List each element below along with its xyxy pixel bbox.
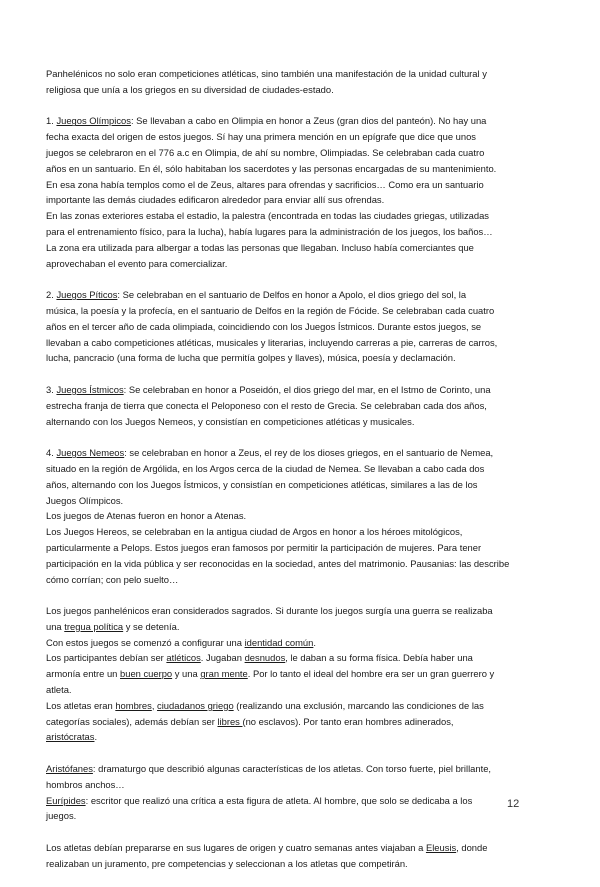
text-line: Los Juegos Hereos, se celebraban en la antigua ciudad de Argos en honor a los héroes mitológicos, [46,526,463,538]
intro-paragraph [46,66,558,98]
text-line: años, alternando con los Juegos Ístmicos, y consistían en competiciones atléticas, similares a las de los [46,478,478,490]
olimpicos-heading: Juegos Olímpicos [56,115,131,127]
text-line: lucha, pancracio (una forma de lucha que permitía golpes y llaves), música, poesía y declamación. [46,352,456,364]
text-line: hombros anchos… [46,778,125,790]
text-line: aprovechaban el evento para comercializar. [46,257,228,269]
text-line: Los atletas eran hombres, ciudadanos griego (realizando una exclusión, marcando las condiciones de las [46,699,484,711]
nemeos-heading: Juegos Nemeos [56,447,125,459]
text-line: armonía entre un buen cuerpo y una gran mente. Por lo tanto el ideal del hombre era ser un gran guerrero y [46,668,495,680]
text-line: religiosa que unía a los griegos en su diversidad de ciudades-estado. [46,83,334,95]
text-line: juegos. [46,810,77,822]
term-buen-cuerpo: buen cuerpo [120,668,173,680]
text-line: música, la poesía y la profecía, en el santuario de Delfos en la región de Fócide. Se celebraban cada cuatro [46,304,495,316]
text-line: En las zonas exteriores estaba el estadio, la palestra (encontrada en todas las ciudades griegas, utilizadas [46,210,489,222]
text-line: 3. Juegos Ístmicos: Se celebraban en honor a Poseidón, el dios griego del mar, en el Istmo de Corinto, una [46,383,491,395]
text-line: fecha exacta del origen de estos juegos. Sí hay una primera mención en un epígrafe que dice que unos [46,131,476,143]
piticos-heading: Juegos Píticos [56,289,118,301]
term-atleticos: atléticos [166,652,201,664]
piticos-paragraph [46,287,558,366]
term-libres: libres [217,715,243,727]
term-aristofanes: Aristófanes [46,763,93,775]
text-line: Los atletas debían prepararse en sus lugares de origen y cuatro semanas antes viajaban a Eleusis, donde [46,842,488,854]
text-line: 4. Juegos Nemeos: se celebraban en honor a Zeus, el rey de los dioses griegos, en el santuario de Nemea, [46,447,494,459]
text-line: Juegos Olímpicos. [46,494,124,506]
text-line: Con estos juegos se comenzó a configurar una identidad común. [46,636,316,648]
term-hombres: hombres [115,699,152,711]
text-line: una tregua política y se detenía. [46,620,180,632]
olimpicos-paragraph [46,113,558,271]
text-line: años en el tercer año de cada olimpiada, coincidiendo con los Juegos Ístmicos. Durante estos juegos, se [46,320,482,332]
term-aristocratas: aristócratas [46,731,95,743]
text-line: juegos se celebraron en el 776 a.c en Olimpia, de ahí su nombre, Olimpiadas. Se celebraban cada cuatro [46,146,485,158]
text-line: categorías sociales), además debían ser libres (no esclavos). Por tanto eran hombres adinerados, [46,715,454,727]
text-line: situado en la región de Argólida, en los Argos cerca de la ciudad de Nemea. Se llevaban a cabo cada dos [46,462,485,474]
text-line: cómo corrían; con pelo suelto… [46,573,179,585]
text-line: Los participantes debían ser atléticos. Jugaban desnudos, le daban a su forma física. Debía haber una [46,652,473,664]
text-line: 2. Juegos Píticos: Se celebraban en el santuario de Delfos en honor a Apolo, el dios griego del sol, la [46,289,467,301]
text-line: Los juegos panhelénicos eran considerados sagrados. Si durante los juegos surgía una guerra se realizaba [46,605,493,617]
sagrados-paragraph [46,603,558,745]
text-line: Aristófanes: dramaturgo que describió algunas características de los atletas. Con torso fuerte, piel brillante, [46,763,492,775]
text-line: participación en la vida pública y ser reconocidas en la sociedad, antes del matrimonio. Pausanias: las describe [46,557,510,569]
text-line: para el entrenamiento físico, para la lucha), había lugares para la administración de los juegos, los baños… [46,225,493,237]
istmicos-paragraph [46,382,558,429]
istmicos-heading: Juegos Ístmicos [56,383,124,395]
text-line: particularmente a Pelops. Estos juegos eran famosos por permitir la participación de mujeres. Para tener [46,541,482,553]
nemeos-paragraph [46,445,558,587]
text-line: Panhelénicos no solo eran competiciones atléticas, sino también una manifestación de la unidad cultural y [46,68,487,79]
term-desnudos: desnudos [244,652,286,664]
final-paragraph [46,840,558,872]
term-tregua-politica: tregua política [64,620,124,632]
text-line: llevaban a cabo competiciones atléticas, musicales y literarias, incluyendo carreras a pie, carreras de carros, [46,336,498,348]
text-line: importante las demás ciudades edificaron alrededor para enviar allí sus ofrendas. [46,194,385,206]
term-gran-mente: gran mente [200,668,248,680]
text-line: 1. Juegos Olímpicos: Se llevaban a cabo en Olimpia en honor a Zeus (gran dios del panteón). No hay una [46,115,487,127]
text-line: La zona era utilizada para albergar a todas las personas que llegaban. Incluso había comerciantes que [46,241,474,253]
text-line: En esa zona había templos como el de Zeus, altares para ofrendas y sacrificios… Como era un santuario [46,178,484,190]
term-ciudadanos-griego: ciudadanos griego [157,699,234,711]
text-line: estrecha franja de tierra que conecta el Peloponeso con el resto de Grecia. Se celebraban cada dos años, [46,399,487,411]
text-line: Los juegos de Atenas fueron en honor a Atenas. [46,510,247,522]
text-line: Eurípides: escritor que realizó una crítica a esta figura de atleta. Al hombre, que solo se dedicaba a los [46,794,473,806]
text-line: aristócratas. [46,731,98,743]
term-eleusis: Eleusis [425,842,457,854]
page-number: 12 [507,798,520,810]
term-identidad-comun: identidad común [244,636,314,648]
term-euripides: Eurípides [46,794,86,806]
text-line: alternando con los Juegos Nemeos, y consistían en competiciones atléticas y musicales. [46,415,415,427]
text-line: años en un santuario. En él, sólo habitaban los sacerdotes y las personas encargadas de su mantenimiento. [46,162,497,174]
autores-paragraph [46,761,558,824]
text-line: atleta. [46,684,72,696]
document-body [46,66,558,887]
text-line: realizaban un juramento, pre competencias y seleccionan a los atletas que competirán. [46,857,408,869]
